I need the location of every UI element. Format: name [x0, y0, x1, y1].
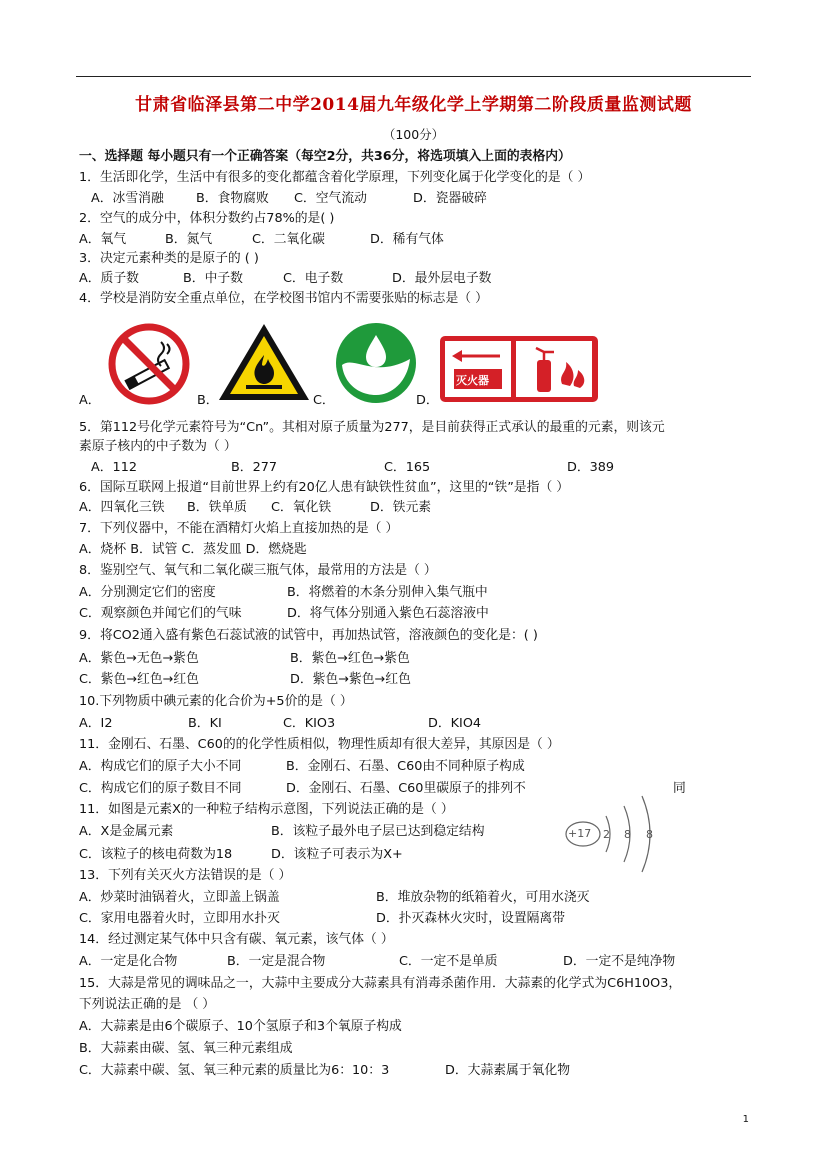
- q14-option-c: C．一定不是单质: [399, 954, 498, 969]
- q7-options: A．烧杯 B．试管 C．蒸发皿 D．燃烧匙: [79, 542, 307, 557]
- q6-option-a: A．四氧化三铁: [79, 500, 165, 515]
- shell-2-electrons: 8: [624, 828, 631, 841]
- q15-option-d: D．大蒜素属于氧化物: [445, 1063, 571, 1078]
- q11a-option-c: C．构成它们的原子数目不同: [79, 781, 242, 796]
- q6-option-c: C．氧化铁: [271, 500, 332, 515]
- q8-option-c: C．观察颜色并闻它们的气味: [79, 606, 242, 621]
- q11a-option-d-tail: 同: [673, 781, 686, 796]
- q13-option-d: D．扑灭森林火灾时，设置隔离带: [376, 911, 566, 926]
- q15-option-c: C．大蒜素中碳、氢、氧三种元素的质量比为6：10：3: [79, 1063, 390, 1078]
- q11b-option-b: B．该粒子最外电子层已达到稳定结构: [271, 824, 485, 839]
- q8-option-d: D．将气体分别通入紫色石蕊溶液中: [287, 606, 489, 621]
- q10-option-b: B．KI: [188, 716, 222, 731]
- q3-option-d: D．最外层电子数: [392, 271, 492, 286]
- q2-option-c: C．二氧化碳: [252, 232, 325, 247]
- q11a-option-d: D．金刚石、石墨、C60里碳原子的排列不: [286, 781, 526, 796]
- q10-option-c: C．KIO3: [283, 716, 336, 731]
- section-heading: 一、选择题 每小题只有一个正确答案（每空2分，共36分，将选项填入上面的表格内）: [79, 149, 571, 164]
- q10-option-a: A．I2: [79, 716, 113, 731]
- q4-option-b: B．: [197, 393, 219, 408]
- q6-option-d: D．铁元素: [370, 500, 432, 515]
- fire-extinguisher-sign-label: 灭火器: [456, 374, 489, 387]
- question-11-particle: 11．如图是元素X的一种粒子结构示意图，下列说法正确的是（ ）: [79, 802, 454, 817]
- question-1: 1．生活即化学，生活中有很多的变化都蕴含着化学原理，下列变化属于化学变化的是（ ）: [79, 170, 591, 185]
- q2-option-b: B．氮气: [165, 232, 213, 247]
- q9-option-d: D．紫色→紫色→红色: [290, 672, 411, 687]
- q8-option-b: B．将燃着的木条分别伸入集气瓶中: [287, 585, 488, 600]
- q4-option-c: C．: [313, 393, 335, 408]
- q10-option-d: D．KIO4: [428, 716, 482, 731]
- q3-option-b: B．中子数: [183, 271, 243, 286]
- q14-option-a: A．一定是化合物: [79, 954, 178, 969]
- q3-option-c: C．电子数: [283, 271, 344, 286]
- water-saving-sign-icon: [334, 321, 418, 405]
- question-13: 13．下列有关灭火方法错误的是（ ）: [79, 868, 292, 883]
- nucleus-charge: +17: [568, 827, 592, 840]
- q1-option-b: B．食物腐败: [196, 191, 269, 206]
- question-4: 4．学校是消防安全重点单位，在学校图书馆内不需要张贴的标志是（ ）: [79, 291, 488, 306]
- no-smoking-sign-icon: [103, 322, 195, 406]
- question-9: 9．将CO2通入盛有紫色石蕊试液的试管中，再加热试管，溶液颜色的变化是：( ): [79, 628, 538, 643]
- flammable-warning-sign-icon: [216, 321, 312, 403]
- q2-option-a: A．氧气: [79, 232, 127, 247]
- question-15-line-2: 下列说法正确的是 （ ）: [79, 997, 216, 1012]
- page-number: 1: [742, 1114, 749, 1125]
- q9-option-c: C．紫色→红色→红色: [79, 672, 199, 687]
- q15-option-b: B．大蒜素由碳、氢、氧三种元素组成: [79, 1041, 293, 1056]
- q5-option-b: B．277: [231, 460, 278, 475]
- q13-option-c: C．家用电器着火时，立即用水扑灭: [79, 911, 280, 926]
- q5-option-a: A．112: [91, 460, 137, 475]
- shell-3-electrons: 8: [646, 828, 653, 841]
- question-10: 10.下列物质中碘元素的化合价为+5价的是（ ）: [79, 694, 353, 709]
- fire-extinguisher-sign-icon: [440, 336, 598, 402]
- q1-option-a: A．冰雪消融: [91, 191, 164, 206]
- question-14: 14．经过测定某气体中只含有碳、氧元素，该气体（ ）: [79, 932, 394, 947]
- q9-option-b: B．紫色→红色→紫色: [290, 651, 410, 666]
- question-5-line-2: 素原子核内的中子数为（ ）: [79, 439, 237, 454]
- q11a-option-a: A．构成它们的原子大小不同: [79, 759, 242, 774]
- q14-option-d: D．一定不是纯净物: [563, 954, 676, 969]
- q2-option-d: D．稀有气体: [370, 232, 444, 247]
- header-rule: [76, 76, 751, 77]
- page-title: 甘肃省临泽县第二中学2014届九年级化学上学期第二阶段质量监测试题: [135, 95, 692, 115]
- q9-option-a: A．紫色→无色→紫色: [79, 651, 199, 666]
- q5-option-d: D．389: [567, 460, 615, 475]
- total-score: （100分）: [382, 127, 445, 142]
- q1-option-d: D．瓷器破碎: [413, 191, 487, 206]
- question-8: 8．鉴别空气、氧气和二氧化碳三瓶气体，最常用的方法是（ ）: [79, 563, 437, 578]
- question-7: 7．下列仪器中，不能在酒精灯火焰上直接加热的是（ ）: [79, 521, 399, 536]
- q13-option-a: A．炒菜时油锅着火，立即盖上锅盖: [79, 890, 280, 905]
- q15-option-a: A．大蒜素是由6个碳原子、10个氢原子和3个氧原子构成: [79, 1019, 402, 1034]
- q11b-option-c: C．该粒子的核电荷数为18: [79, 847, 233, 862]
- q13-option-b: B．堆放杂物的纸箱着火，可用水浇灭: [376, 890, 590, 905]
- q6-option-b: B．铁单质: [187, 500, 247, 515]
- question-3: 3．决定元素种类的是原子的 ( ): [79, 251, 259, 266]
- q8-option-a: A．分别测定它们的密度: [79, 585, 216, 600]
- question-6: 6．国际互联网上报道“目前世界上约有20亿人患有缺铁性贫血”，这里的“铁”是指（ ）: [79, 480, 570, 495]
- q11b-option-d: D．该粒子可表示为X+: [271, 847, 403, 862]
- q3-option-a: A．质子数: [79, 271, 139, 286]
- q1-option-c: C．空气流动: [294, 191, 367, 206]
- question-11-carbon: 11．金刚石、石墨、C60的的化学性质相似，物理性质却有很大差异，其原因是（ ）: [79, 737, 560, 752]
- q4-option-d: D．: [416, 393, 439, 408]
- q5-option-c: C．165: [384, 460, 431, 475]
- question-5-line-1: 5．第112号化学元素符号为“Cn”。其相对原子质量为277，是目前获得正式承认的最重的元素，则该元: [79, 420, 665, 435]
- q11b-option-a: A．X是金属元素: [79, 824, 174, 839]
- question-2: 2．空气的成分中，体积分数约占78%的是( ): [79, 211, 335, 226]
- shell-1-electrons: 2: [603, 828, 610, 841]
- question-15-line-1: 15．大蒜是常见的调味品之一，大蒜中主要成分大蒜素具有消毒杀菌作用．大蒜素的化学式为C6H10O3，: [79, 976, 682, 991]
- q14-option-b: B．一定是混合物: [227, 954, 326, 969]
- q4-option-a: A．: [79, 393, 101, 408]
- q11a-option-b: B．金刚石、石墨、C60由不同种原子构成: [286, 759, 525, 774]
